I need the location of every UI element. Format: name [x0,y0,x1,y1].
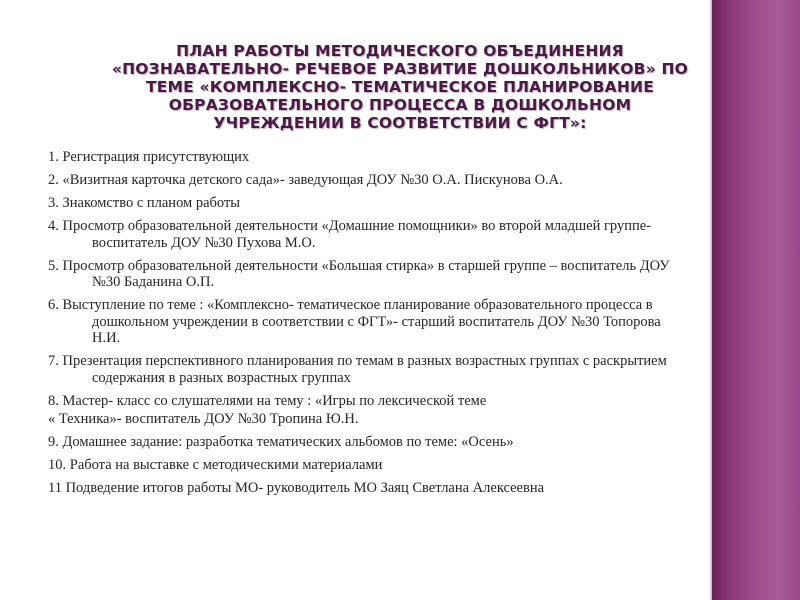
agenda-item-4: 4. Просмотр образовательной деятельности «Домашние помощники» во второй младшей группе- воспитатель ДОУ №30 Пухова М.О. [48,218,651,251]
agenda-item-6: 6. Выступление по теме : «Комплексно- тематическое планирование образовательного процесса в дошкольном учреждении в соответствии с ФГТ»- старший воспитатель ДОУ №30 Топорова Н.И. [48,297,661,346]
title-line-5: УЧРЕЖДЕНИИ В СООТВЕТСТВИИ С ФГТ»: [213,114,587,132]
agenda-item-5: 5. Просмотр образовательной деятельности «Большая стирка» в старшей группе – воспитатель ДОУ №30 Баданина О.П. [48,257,670,290]
agenda-item-8-continuation: « Техника»- воспитатель ДОУ №30 Тропина Ю.Н. [48,411,359,427]
agenda-list [48,149,678,503]
slide-title [100,42,700,132]
agenda-item-11: 11 Подведение итогов работы МО- руководитель МО Заяц Светлана Алексеевна [48,480,545,496]
agenda-item-8: 8. Мастер- класс со слушателями на тему : «Игры по лексической теме [48,392,487,409]
agenda-item-9: 9. Домашнее задание: разработка тематических альбомов по теме: «Осень» [48,434,514,450]
decorative-side-bar [712,0,800,600]
title-line-1: ПЛАН РАБОТЫ МЕТОДИЧЕСКОГО ОБЪЕДИНЕНИЯ [176,42,624,60]
agenda-item-3: 3. Знакомство с планом работы [48,195,241,211]
agenda-item-7: 7. Презентация перспективного планирования по темам в разных возрастных группах с раскрытием содержания в разных возрастных группах [48,353,667,386]
title-line-4: ОБРАЗОВАТЕЛЬНОГО ПРОЦЕССА В ДОШКОЛЬНОМ [168,96,632,114]
agenda-item-2: 2. «Визитная карточка детского сада»- заведующая ДОУ №30 О.А. Пискунова О.А. [48,172,563,188]
agenda-item-1: 1. Регистрация присутствующих [48,149,250,165]
title-line-2: «ПОЗНАВАТЕЛЬНО- РЕЧЕВОЕ РАЗВИТИЕ ДОШКОЛЬНИКОВ» ПО [111,60,689,78]
title-line-3: ТЕМЕ «КОМПЛЕКСНО- ТЕМАТИЧЕСКОЕ ПЛАНИРОВАНИЕ [145,78,655,96]
agenda-item-10: 10. Работа на выставке с методическими материалами [48,457,383,473]
